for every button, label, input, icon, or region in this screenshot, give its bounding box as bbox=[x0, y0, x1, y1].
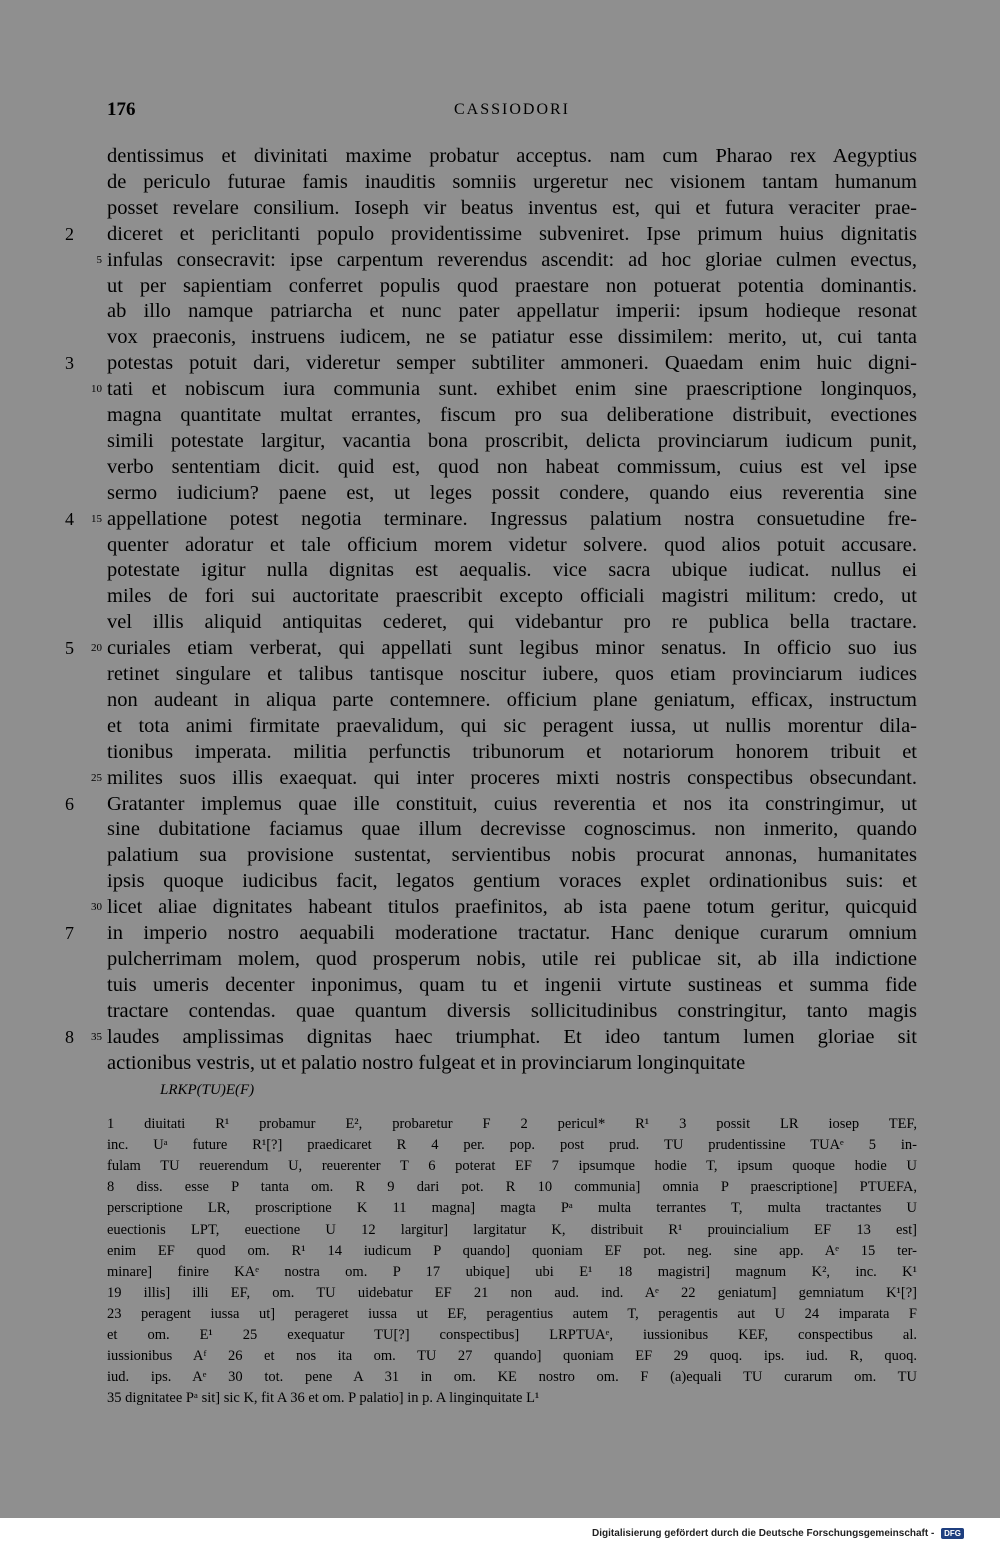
apparatus-line: euectionis LPT, euectione U 12 largitur] largitatur K, distribuit R¹ prouincialium EF 13 est] bbox=[107, 1221, 917, 1238]
footer-credit bbox=[592, 1528, 964, 1539]
sigla-line: LRKP(TU)E(F) bbox=[160, 1082, 255, 1098]
text-line: palatium sua provisione sustentat, servientibus nobis procurat annonas, humanitates bbox=[107, 844, 917, 867]
line-number: 25 bbox=[91, 771, 102, 784]
text-line: ut per sapientiam conferret populis quod praestare non potuerat potentia dominantis. bbox=[107, 274, 917, 297]
text-line: verbo sententiam dicit. quid est, quod non habeat commissum, cuius est vel ipse bbox=[107, 455, 917, 478]
apparatus-line: minare] finire KAᵉ nostra om. P 17 ubique] ubi E¹ 18 magistri] magnum K², inc. K¹ bbox=[107, 1263, 917, 1280]
page-header bbox=[107, 99, 917, 123]
line-number: 5 bbox=[96, 253, 102, 266]
text-line: simili potestate largitur, vacantia bona proscribit, delicta provinciarum iudicum punit, bbox=[107, 429, 917, 452]
footer-text: Digitalisierung gefördert durch die Deutsche Forschungsgemeinschaft - bbox=[592, 1528, 935, 1540]
line-number: 30 bbox=[91, 901, 102, 914]
page-number: 176 bbox=[107, 99, 136, 120]
text-line: de periculo futurae famis inauditis somniis urgeretur nec visionem tantam humanum bbox=[107, 170, 917, 193]
section-number: 2 bbox=[65, 223, 74, 244]
text-line: magna quantitate multat errantes, fiscum pro sua deliberatione distribuit, evectiones bbox=[107, 404, 917, 426]
section-number: 5 bbox=[65, 638, 74, 659]
text-line: miles de fori sui auctoritate praescribit excepto officiali magistri militum: credo, ut bbox=[107, 585, 917, 608]
text-line: tuis umeris decenter inponimus, quam tu et ingenii virtute sustineas et summa fide bbox=[107, 973, 917, 996]
text-line: licet aliae dignitates habeant titulos praefinitos, ab ista paene totum geritur, quicquid bbox=[107, 896, 917, 919]
text-line: potestas potuit dari, videretur semper subtiliter ammoneri. Quaedam enim huic digni- bbox=[107, 352, 917, 375]
text-line: quenter adoratur et tale officium morem videtur solvere. quod alios potuit accusare. bbox=[107, 533, 917, 556]
line-number: 35 bbox=[91, 1030, 102, 1043]
apparatus-line: 23 peragent iussa ut] perageret iussa ut EF, peragentius autem T, peragentis aut U 24 imparata F bbox=[107, 1305, 917, 1322]
text-line: dentissimus et divinitati maxime probatur acceptus. nam cum Pharao rex Aegyptius bbox=[107, 145, 917, 167]
apparatus-line: 35 dignitatee Pᵃ sit] sic K, fit A 36 et om. P palatio] in p. A linginquitate L¹ bbox=[107, 1390, 540, 1407]
text-line: sermo iudicium? paene est, ut leges possit condere, quando eius reverentia sine bbox=[107, 481, 917, 504]
text-line: laudes amplissimas dignitas haec triumphat. Et ideo tantum lumen gloriae sit bbox=[107, 1025, 917, 1048]
text-line: actionibus vestris, ut et palatio nostro fulgeat et in provinciarum longinquitate bbox=[107, 1051, 746, 1074]
dfg-logo: DFG bbox=[941, 1528, 964, 1539]
text-line: sine dubitatione faciamus quae illum decrevisse cognoscimus. non inmerito, quando bbox=[107, 818, 917, 841]
text-line: retinet singulare et talibus tantisque noscitur iubere, quos etiam provinciarum iudices bbox=[107, 663, 917, 685]
text-line: pulcherrimam molem, quod prosperum nobis, utile rei publicae sit, ab illa indictione bbox=[107, 947, 917, 970]
apparatus-line: inc. Uᵃ future R¹[?] praedicaret R 4 per. pop. post prud. TU prudentissine TUAᵉ 5 in- bbox=[107, 1137, 917, 1154]
text-line: curiales etiam verberat, qui appellati sunt legibus minor senatus. In officio suo ius bbox=[107, 637, 917, 660]
section-number: 4 bbox=[65, 508, 74, 529]
line-number: 15 bbox=[91, 512, 102, 525]
running-title: CASSIODORI bbox=[453, 101, 570, 118]
section-number: 8 bbox=[65, 1026, 74, 1047]
text-line: infulas consecravit: ipse carpentum reverendus ascendit: ad hoc gloriae culmen evectus, bbox=[107, 248, 917, 271]
text-line: in imperio nostro aequabili moderatione tractatur. Hanc denique curarum omnium bbox=[107, 922, 917, 944]
text-line: Gratanter implemus quae ille constituit, cuius reverentia et nos ita constringimur, ut bbox=[107, 792, 917, 815]
text-line: vox praeconis, instruens iudicem, ne se patiatur esse dissimilem: merito, ut, cui tanta bbox=[107, 326, 917, 349]
text-line: potestate igitur nulla dignitas est aequalis. vice sacra ubique iudicat. nullus ei bbox=[107, 559, 917, 582]
apparatus-line: enim EF quod om. R¹ 14 iudicum P quando] quoniam EF pot. neg. sine app. Aᵉ 15 ter- bbox=[107, 1242, 917, 1259]
text-line: tractare contendas. quae quantum diversis sollicitudinibus constringitur, tanto magis bbox=[107, 999, 917, 1022]
apparatus-line: 1 diuitati R¹ probamur E², probaretur F 2 pericul* R¹ 3 possit LR iosep TEF, bbox=[107, 1116, 917, 1132]
section-number: 7 bbox=[65, 923, 74, 943]
line-number: 20 bbox=[91, 642, 102, 655]
apparatus-line: 8 diss. esse P tanta om. R 9 dari pot. R 10 communia] omnia P praescriptione] PTUEFA, bbox=[107, 1179, 917, 1196]
text-line: ab illo namque patriarcha et nunc pater appellatur imperii: ipsum hodieque resonat bbox=[107, 300, 917, 323]
apparatus-line: iud. ips. Aᵉ 30 tot. pene A 31 in om. KE nostro om. F (a)equali TU curarum om. TU bbox=[107, 1369, 917, 1386]
apparatus-line: perscriptione LR, proscriptione K 11 magna] magta Pᵃ multa terrantes T, multa tractantes U bbox=[107, 1200, 917, 1217]
text-line: tionibus imperata. militia perfunctis tribunorum et notariorum honorem tribuit et bbox=[107, 740, 917, 763]
section-number: 6 bbox=[65, 793, 74, 814]
text-line: non audeant in aliqua parte contemnere. officium plane geniatum, efficax, instructum bbox=[107, 688, 917, 711]
text-line: appellatione potest negotia terminare. Ingressus palatium nostra consuetudine fre- bbox=[107, 507, 917, 530]
apparatus-line: 19 illis] illi EF, om. TU uidebatur EF 21 non aud. ind. Aᵉ 22 geniatum] gemniatum K¹[?] bbox=[107, 1284, 917, 1301]
section-number: 3 bbox=[65, 353, 74, 374]
apparatus-line: fulam TU reuerendum U, reuerenter T 6 poterat EF 7 ipsumque hodie T, ipsum quoque hodie U bbox=[107, 1158, 917, 1175]
line-number: 10 bbox=[91, 383, 102, 396]
text-line: posset revelare consilium. Ioseph vir beatus inventus est, qui et futura veraciter prae- bbox=[107, 196, 917, 219]
apparatus-line: iussionibus Aᶠ 26 et nos ita om. TU 27 quando] quoniam EF 29 quoq. ips. iud. R, quoq. bbox=[107, 1348, 917, 1365]
text-line: ipsis quoque iudicibus facit, legatos gentium voraces explet ordinationibus suis: et bbox=[107, 870, 917, 893]
text-line: diceret et periclitanti populo providentissime subveniret. Ipse primum huius dignitatis bbox=[107, 222, 917, 245]
text-line: milites suos illis exaequat. qui inter proceres mixti nostris conspectibus obsecundant. bbox=[107, 766, 917, 789]
apparatus-line: et om. E¹ 25 exequatur TU[?] conspectibus] LRPTUAᵉ, iussionibus KEF, conspectibus al. bbox=[107, 1327, 917, 1343]
text-line: et tota animi firmitate praevalidum, qui sic peragent iussa, ut nullis morentur dila- bbox=[107, 714, 917, 737]
text-line: vel illis aliquid antiquitas cederet, qui videbantur pro re publica bella tractare. bbox=[107, 611, 917, 634]
text-line: tati et nobiscum iura communia sunt. exhibet enim sine praescriptione longinquos, bbox=[107, 378, 917, 401]
